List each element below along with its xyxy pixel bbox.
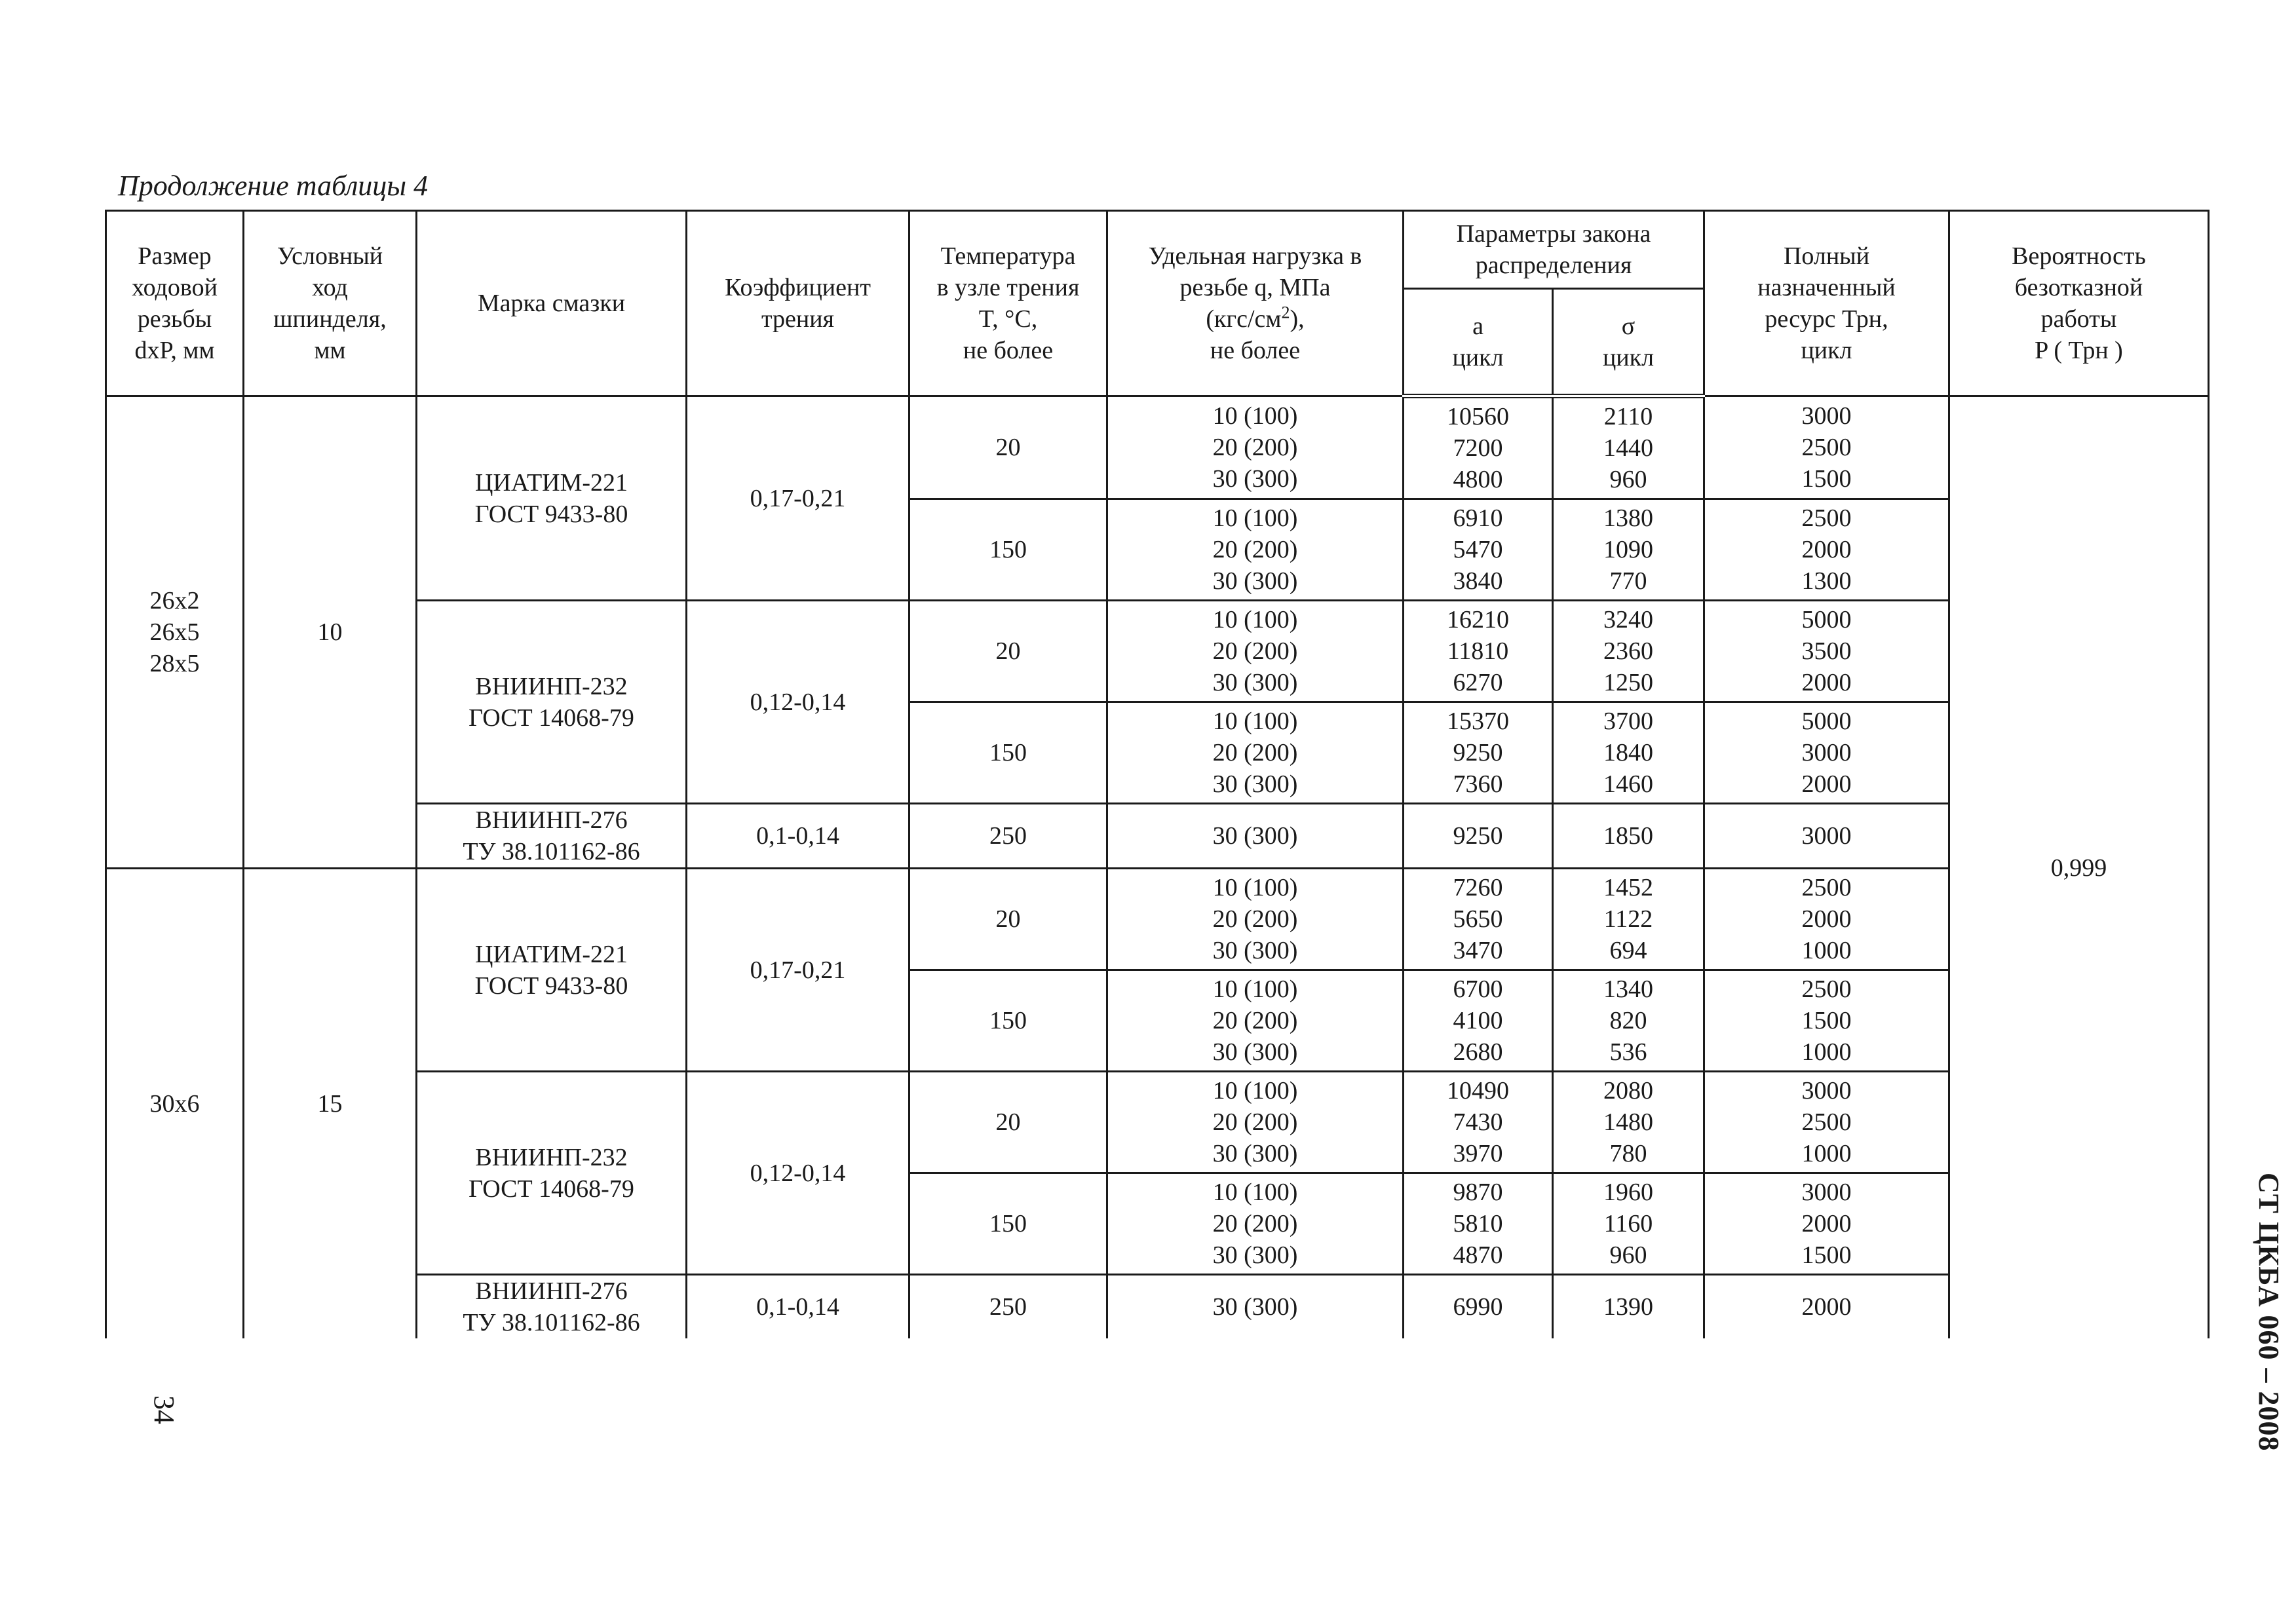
grease-brand-cell: ЦИАТИМ-221 ГОСТ 9433-80 <box>417 869 687 1072</box>
temperature-cell: 20 <box>909 1072 1107 1173</box>
temperature-cell: 150 <box>909 499 1107 601</box>
friction-cell: 0,17-0,21 <box>687 396 909 601</box>
friction-cell: 0,12-0,14 <box>687 601 909 804</box>
load-cell: 30 (300) <box>1107 1275 1404 1339</box>
grease-brand-cell: ВНИИНП-232 ГОСТ 14068-79 <box>417 1072 687 1275</box>
table-caption: Продолжение таблицы 4 <box>118 170 429 202</box>
table-row <box>106 869 2209 970</box>
param-a-cell: 6990 <box>1404 1275 1553 1339</box>
temperature-cell: 150 <box>909 702 1107 804</box>
thread-size-cell: 30x6 <box>106 869 244 1339</box>
param-a-cell: 7260 5650 3470 <box>1404 869 1553 970</box>
header-param-sigma: σ цикл <box>1553 289 1704 396</box>
friction-cell: 0,12-0,14 <box>687 1072 909 1275</box>
param-sigma-cell: 1850 <box>1553 804 1704 869</box>
header-thread-size: Размер ходовой резьбы dxP, мм <box>106 211 244 396</box>
param-sigma-cell: 3240 2360 1250 <box>1553 601 1704 702</box>
param-a-cell: 10490 7430 3970 <box>1404 1072 1553 1173</box>
temperature-cell: 20 <box>909 396 1107 499</box>
resource-cell: 3000 2000 1500 <box>1704 1173 1949 1275</box>
header-specific-load <box>1107 211 1404 396</box>
header-load-line3: (кгс/см <box>1206 305 1282 333</box>
param-sigma-cell: 2110 1440 960 <box>1553 396 1704 499</box>
resource-cell: 2500 2000 1000 <box>1704 869 1949 970</box>
probability-cell: 0,999 <box>1949 396 2209 1339</box>
header-friction: Коэффициент трения <box>687 211 909 396</box>
resource-cell: 5000 3000 2000 <box>1704 702 1949 804</box>
param-a-cell: 6700 4100 2680 <box>1404 970 1553 1072</box>
table-row <box>106 1275 2209 1339</box>
param-a-cell: 9250 <box>1404 804 1553 869</box>
load-cell: 10 (100) 20 (200) 30 (300) <box>1107 499 1404 601</box>
header-spindle-stroke: Условный ход шпинделя, мм <box>244 211 417 396</box>
param-a-cell: 6910 5470 3840 <box>1404 499 1553 601</box>
grease-brand-cell: ВНИИНП-276 ТУ 38.101162-86 <box>417 804 687 869</box>
data-table <box>105 210 2210 1338</box>
spindle-stroke-cell: 15 <box>244 869 417 1339</box>
friction-cell: 0,1-0,14 <box>687 1275 909 1339</box>
resource-cell: 2500 1500 1000 <box>1704 970 1949 1072</box>
param-sigma-cell: 1452 1122 694 <box>1553 869 1704 970</box>
header-probability: Вероятность безотказной работы P ( Трн ) <box>1949 211 2209 396</box>
param-a-cell: 9870 5810 4870 <box>1404 1173 1553 1275</box>
temperature-cell: 250 <box>909 1275 1107 1339</box>
resource-cell: 2500 2000 1300 <box>1704 499 1949 601</box>
table-row <box>106 601 2209 702</box>
param-sigma-cell: 1960 1160 960 <box>1553 1173 1704 1275</box>
spindle-stroke-cell: 10 <box>244 396 417 869</box>
header-load-line3-end: ), <box>1290 305 1305 333</box>
param-a-cell: 10560 7200 4800 <box>1404 396 1553 499</box>
load-cell: 10 (100) 20 (200) 30 (300) <box>1107 1173 1404 1275</box>
param-sigma-cell: 1390 <box>1553 1275 1704 1339</box>
friction-cell: 0,1-0,14 <box>687 804 909 869</box>
header-load-line4: не более <box>1210 337 1301 364</box>
grease-brand-cell: ЦИАТИМ-221 ГОСТ 9433-80 <box>417 396 687 601</box>
temperature-cell: 20 <box>909 869 1107 970</box>
param-a-cell: 15370 9250 7360 <box>1404 702 1553 804</box>
temperature-cell: 250 <box>909 804 1107 869</box>
param-sigma-cell: 2080 1480 780 <box>1553 1072 1704 1173</box>
header-temperature: Температура в узле трения T, °C, не более <box>909 211 1107 396</box>
header-load-line1: Удельная нагрузка в <box>1148 242 1362 270</box>
header-grease-brand: Марка смазки <box>417 211 687 396</box>
table-row <box>106 396 2209 499</box>
header-load-line2: резьбе q, МПа <box>1179 274 1331 301</box>
load-cell: 10 (100) 20 (200) 30 (300) <box>1107 1072 1404 1173</box>
param-sigma-cell: 1380 1090 770 <box>1553 499 1704 601</box>
load-cell: 10 (100) 20 (200) 30 (300) <box>1107 702 1404 804</box>
temperature-cell: 150 <box>909 1173 1107 1275</box>
resource-cell: 3000 2500 1000 <box>1704 1072 1949 1173</box>
header-load-superscript: 2 <box>1281 303 1290 322</box>
temperature-cell: 20 <box>909 601 1107 702</box>
load-cell: 10 (100) 20 (200) 30 (300) <box>1107 869 1404 970</box>
load-cell: 10 (100) 20 (200) 30 (300) <box>1107 396 1404 499</box>
friction-cell: 0,17-0,21 <box>687 869 909 1072</box>
param-sigma-cell: 3700 1840 1460 <box>1553 702 1704 804</box>
temperature-cell: 150 <box>909 970 1107 1072</box>
load-cell: 10 (100) 20 (200) 30 (300) <box>1107 970 1404 1072</box>
header-param-a: a цикл <box>1404 289 1553 396</box>
grease-brand-cell: ВНИИНП-232 ГОСТ 14068-79 <box>417 601 687 804</box>
page-number: 34 <box>148 1395 180 1424</box>
resource-cell: 3000 <box>1704 804 1949 869</box>
load-cell: 10 (100) 20 (200) 30 (300) <box>1107 601 1404 702</box>
resource-cell: 3000 2500 1500 <box>1704 396 1949 499</box>
param-a-cell: 16210 11810 6270 <box>1404 601 1553 702</box>
document-designation: СТ ЦКБА 060 – 2008 <box>2253 1173 2285 1452</box>
grease-brand-cell: ВНИИНП-276 ТУ 38.101162-86 <box>417 1275 687 1339</box>
resource-cell: 2000 <box>1704 1275 1949 1339</box>
resource-cell: 5000 3500 2000 <box>1704 601 1949 702</box>
table-row <box>106 804 2209 869</box>
param-sigma-cell: 1340 820 536 <box>1553 970 1704 1072</box>
header-distribution-params: Параметры закона распределения <box>1404 211 1704 289</box>
table-row <box>106 1072 2209 1173</box>
thread-size-cell: 26x2 26x5 28x5 <box>106 396 244 869</box>
load-cell: 30 (300) <box>1107 804 1404 869</box>
header-resource: Полный назначенный ресурс Трн, цикл <box>1704 211 1949 396</box>
